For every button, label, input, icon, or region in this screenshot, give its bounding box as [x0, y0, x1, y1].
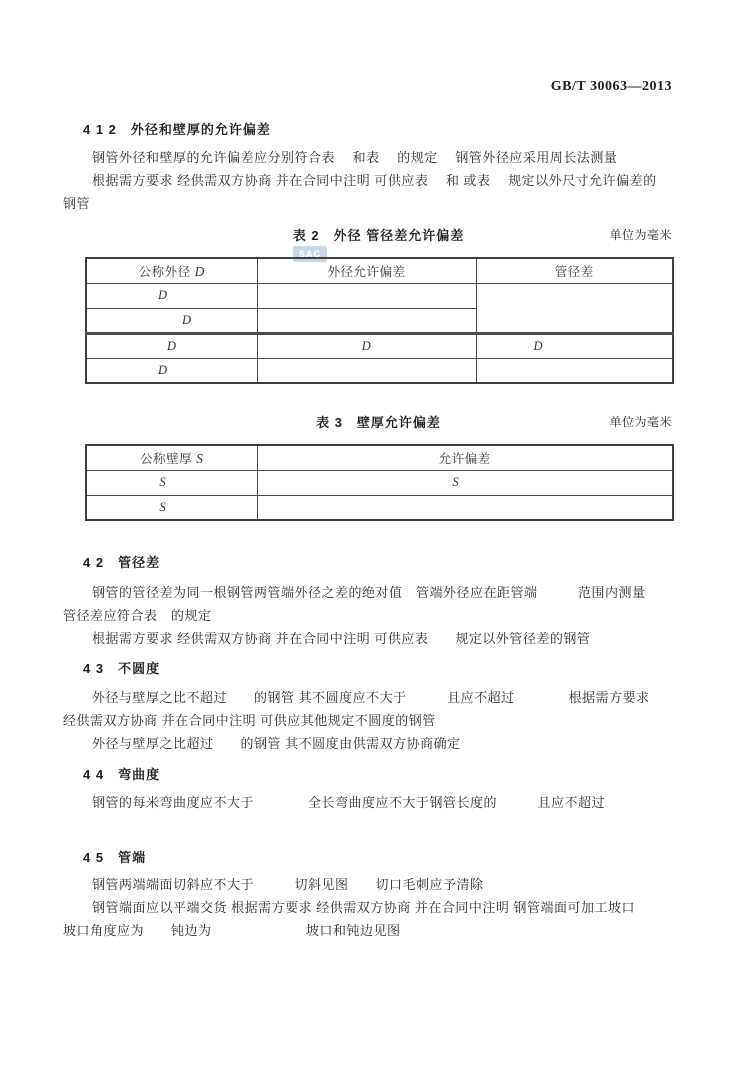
table-cell: D [86, 333, 257, 358]
table-cell [476, 358, 673, 383]
sac-watermark: SAC [293, 246, 327, 262]
table-cell [257, 495, 673, 520]
table3-header-col1: 公称壁厚 S [86, 445, 257, 470]
paragraph-line: 钢管 [63, 196, 91, 211]
table-row [86, 470, 673, 495]
table-row [86, 495, 673, 520]
clause-heading-42: 4 2 管径差 [83, 555, 161, 570]
table3-caption: 表 3 壁厚允许偏差 [316, 415, 441, 430]
thickness-symbol: S [196, 450, 204, 466]
table-cell [257, 308, 476, 333]
table-cell: D [86, 283, 257, 308]
paragraph-line: 管径差应符合表 的规定 [63, 608, 212, 623]
paragraph-line: 钢管外径和壁厚的允许偏差应分别符合表 和表 的规定 钢管外径应采用周长法测量 [92, 150, 618, 165]
table-cell: D [476, 333, 673, 358]
table-row [86, 283, 673, 308]
table-cell: S [86, 495, 257, 520]
table-row [86, 258, 673, 283]
clause-heading-412: 4 1 2 外径和壁厚的允许偏差 [83, 122, 271, 137]
table2-header-col1: 公称外径 D [86, 258, 257, 283]
clause-heading-44: 4 4 弯曲度 [83, 767, 161, 782]
table2-header-col2: 外径允许偏差 [257, 258, 476, 283]
paragraph-line: 钢管的每米弯曲度应不大于 全长弯曲度应不大于钢管长度的 且应不超过 [92, 795, 606, 810]
table-cell: D [86, 358, 257, 383]
standard-code: GB/T 30063—2013 [550, 79, 672, 94]
table-cell [257, 283, 476, 308]
paragraph-line: 坡口角度应为 钝边为 坡口和钝边见图 [63, 923, 401, 938]
paragraph-line: 根据需方要求 经供需双方协商 并在合同中注明 可供应表 和 或表 规定以外尺寸允许偏差的 [92, 173, 657, 188]
table2-outer-diameter-tolerance [85, 257, 674, 384]
paragraph-line: 外径与壁厚之比不超过 的钢管 其不圆度应不大于 且应不超过 根据需方要求 [92, 690, 650, 705]
table-cell: S [257, 470, 673, 495]
paragraph-line: 根据需方要求 经供需双方协商 并在合同中注明 可供应表 规定以外管径差的钢管 [92, 631, 591, 646]
table-cell: D [257, 333, 476, 358]
clause-heading-45: 4 5 管端 [83, 850, 147, 865]
paragraph-line: 外径与壁厚之比超过 的钢管 其不圆度由供需双方协商确定 [92, 736, 461, 751]
diameter-symbol: D [194, 263, 205, 279]
table3-unit-label: 单位为毫米 [609, 415, 672, 429]
paragraph-line: 经供需双方协商 并在合同中注明 可供应其他规定不圆度的钢管 [63, 713, 436, 728]
paragraph-line: 钢管端面应以平端交货 根据需方要求 经供需双方协商 并在合同中注明 钢管端面可加工坡口 [92, 900, 635, 915]
table-row [86, 358, 673, 383]
table-cell: D [86, 308, 257, 333]
table-row [86, 333, 673, 358]
table-cell-merged [476, 283, 673, 333]
table3-header-col2: 允许偏差 [257, 445, 673, 470]
table-row [86, 445, 673, 470]
clause-heading-43: 4 3 不圆度 [83, 661, 161, 676]
table2-unit-label: 单位为毫米 [609, 228, 672, 242]
table-cell: S [86, 470, 257, 495]
paragraph-line: 钢管两端端面切斜应不大于 切斜见图 切口毛刺应予清除 [92, 877, 484, 892]
paragraph-line: 钢管的管径差为同一根钢管两管端外径之差的绝对值 管端外径应在距管端 范围内测量 [92, 585, 646, 600]
table-cell [257, 358, 476, 383]
table3-wall-thickness-tolerance [85, 444, 674, 521]
table2-header-col3: 管径差 [476, 258, 673, 283]
table2-caption: 表 2 外径 管径差允许偏差 [292, 228, 465, 243]
